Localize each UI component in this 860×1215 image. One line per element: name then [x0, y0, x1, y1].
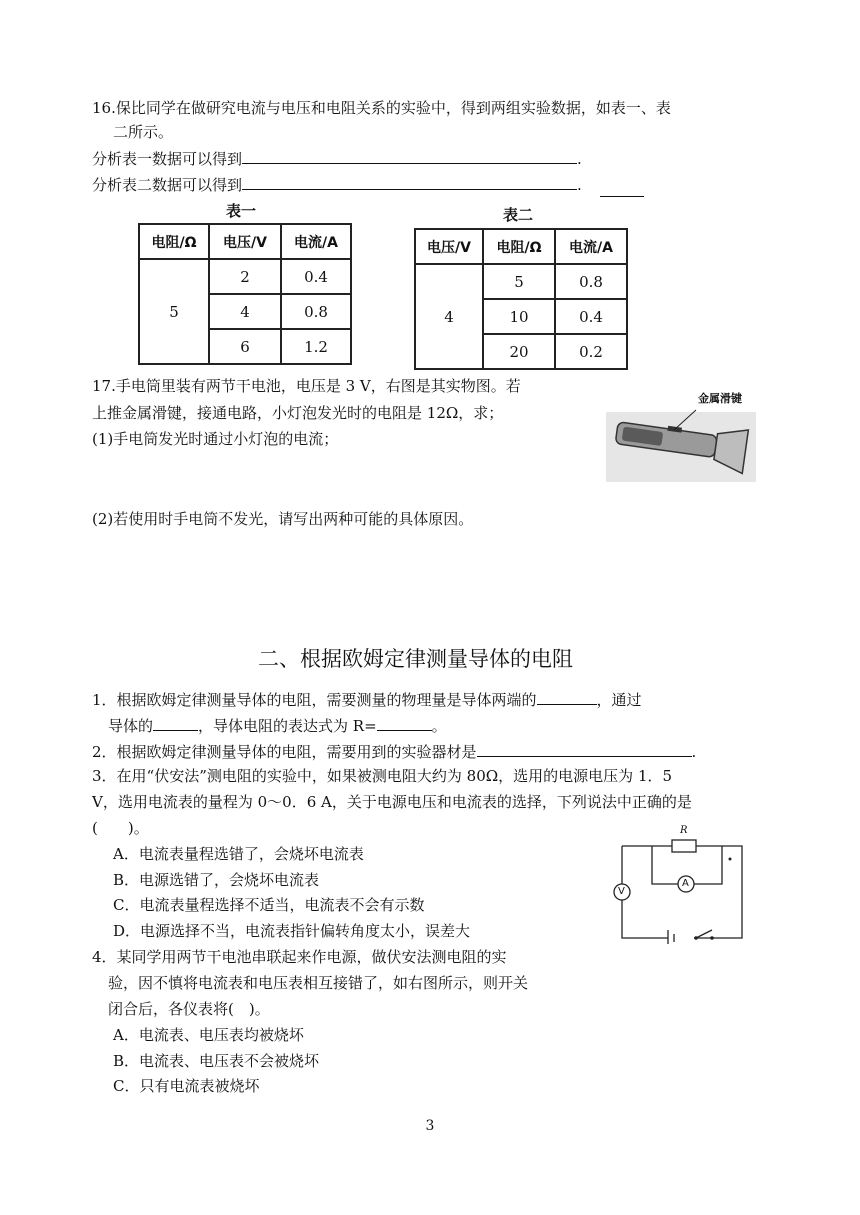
- table1-header: 电阻/Ω: [139, 224, 209, 259]
- p4-option-c: C．只有电流表被烧坏: [113, 1077, 260, 1095]
- q16-analysis1: [92, 147, 582, 170]
- voltmeter-label: V: [618, 886, 625, 897]
- end-mark: .: [577, 176, 582, 194]
- p1-line1: [92, 688, 642, 711]
- q16-line1: 16.保比同学在做研究电流与电压和电阻关系的实验中，得到两组实验数据，如表一、表: [92, 99, 671, 117]
- table1-cell: 4: [209, 294, 281, 329]
- q17-sub1: (1)手电筒发光时通过小灯泡的电流；: [92, 430, 339, 448]
- section-title: 二、根据欧姆定律测量导体的电阻: [258, 647, 573, 671]
- table1-cell: 0.8: [281, 294, 351, 329]
- table2-caption: 表二: [503, 206, 534, 224]
- flashlight-label: 金属滑键: [698, 392, 742, 405]
- table1: [138, 223, 352, 365]
- q17-line1: 17.手电筒里装有两节干电池，电压是 3 V，右图是其实物图。若: [92, 377, 521, 395]
- p1-text-b: ，通过: [596, 691, 642, 709]
- p1-line2: [108, 714, 447, 737]
- answer-blank: [377, 714, 432, 731]
- table1-cell: 1.2: [281, 329, 351, 364]
- table2-cell: 0.4: [555, 299, 627, 334]
- flashlight-photo: [606, 392, 756, 482]
- q16-analysis2-text: 分析表二数据可以得到: [92, 176, 243, 194]
- resistor-label: R: [680, 825, 688, 836]
- table2-header: 电流/A: [555, 229, 627, 264]
- table2-merged-cell: 4: [415, 264, 483, 369]
- p4-line1: 4．某同学用两节干电池串联起来作电源，做伏安法测电阻的实: [92, 948, 507, 966]
- p4-option-b: B．电流表、电压表不会被烧坏: [113, 1052, 320, 1070]
- table2-cell: 5: [483, 264, 555, 299]
- q17-line2: 上推金属滑键，接通电路，小灯泡发光时的电阻是 12Ω，求；: [92, 404, 504, 422]
- table2-cell: 0.8: [555, 264, 627, 299]
- p1-text-c: 导体的: [108, 717, 154, 735]
- table2-cell: 0.2: [555, 334, 627, 369]
- q16-analysis1-text: 分析表一数据可以得到: [92, 150, 243, 168]
- table2-header: 电阻/Ω: [483, 229, 555, 264]
- q16-line2: 二所示。: [113, 123, 174, 141]
- p2-text-b: .: [691, 743, 697, 761]
- p2-line: [92, 740, 696, 763]
- stray-rule: [600, 196, 644, 197]
- p4-line3: 闭合后，各仪表将( )。: [108, 1000, 270, 1018]
- table1-header: 电流/A: [281, 224, 351, 259]
- p3-line2: V，选用电流表的量程为 0～0．6 A，关于电源电压和电流表的选择，下列说法中正确的是: [92, 793, 692, 811]
- table1-caption: 表一: [226, 202, 257, 220]
- p3-option-c: C．电流表量程选择不适当，电流表不会有示数: [113, 896, 425, 914]
- p3-option-d: D．电源选择不当，电流表指针偏转角度太小，误差大: [113, 922, 471, 940]
- table1-cell: 2: [209, 259, 281, 294]
- table2-header: 电压/V: [415, 229, 483, 264]
- table1-cell: 0.4: [281, 259, 351, 294]
- p2-text-a: 2．根据欧姆定律测量导体的电阻，需要用到的实验器材是: [92, 743, 477, 761]
- answer-blank: [242, 173, 577, 190]
- q16-analysis2: [92, 173, 582, 196]
- p3-option-b: B．电源选错了，会烧坏电流表: [113, 871, 320, 889]
- table1-cell: 6: [209, 329, 281, 364]
- p1-text-a: 1．根据欧姆定律测量导体的电阻，需要测量的物理量是导体两端的: [92, 691, 537, 709]
- p4-option-a: A．电流表、电压表均被烧坏: [113, 1026, 304, 1044]
- answer-blank: [537, 688, 597, 705]
- ammeter-label: A: [682, 878, 689, 889]
- p3-line1: 3．在用“伏安法”测电阻的实验中，如果被测电阻大约为 80Ω，选用的电源电压为 1．5: [92, 767, 673, 785]
- table2-cell: 10: [483, 299, 555, 334]
- table1-merged-cell: 5: [139, 259, 209, 364]
- table2: [414, 228, 628, 370]
- page-number: 3: [425, 1118, 435, 1134]
- p1-text-e: 。: [431, 717, 447, 735]
- answer-blank: [477, 740, 692, 757]
- p3-line3: ( )。: [92, 819, 149, 837]
- answer-blank: [153, 714, 198, 731]
- p3-option-a: A．电流表量程选错了，会烧坏电流表: [113, 845, 364, 863]
- circuit-diagram: [612, 826, 752, 944]
- p1-text-d: ，导体电阻的表达式为 R=: [198, 717, 377, 735]
- answer-blank: [242, 147, 577, 164]
- table2-cell: 20: [483, 334, 555, 369]
- end-mark: .: [577, 150, 582, 168]
- p4-line2: 验，因不慎将电流表和电压表相互接错了，如右图所示，则开关: [108, 974, 529, 992]
- table1-header: 电压/V: [209, 224, 281, 259]
- q17-sub2: (2)若使用时手电筒不发光，请写出两种可能的具体原因。: [92, 510, 474, 528]
